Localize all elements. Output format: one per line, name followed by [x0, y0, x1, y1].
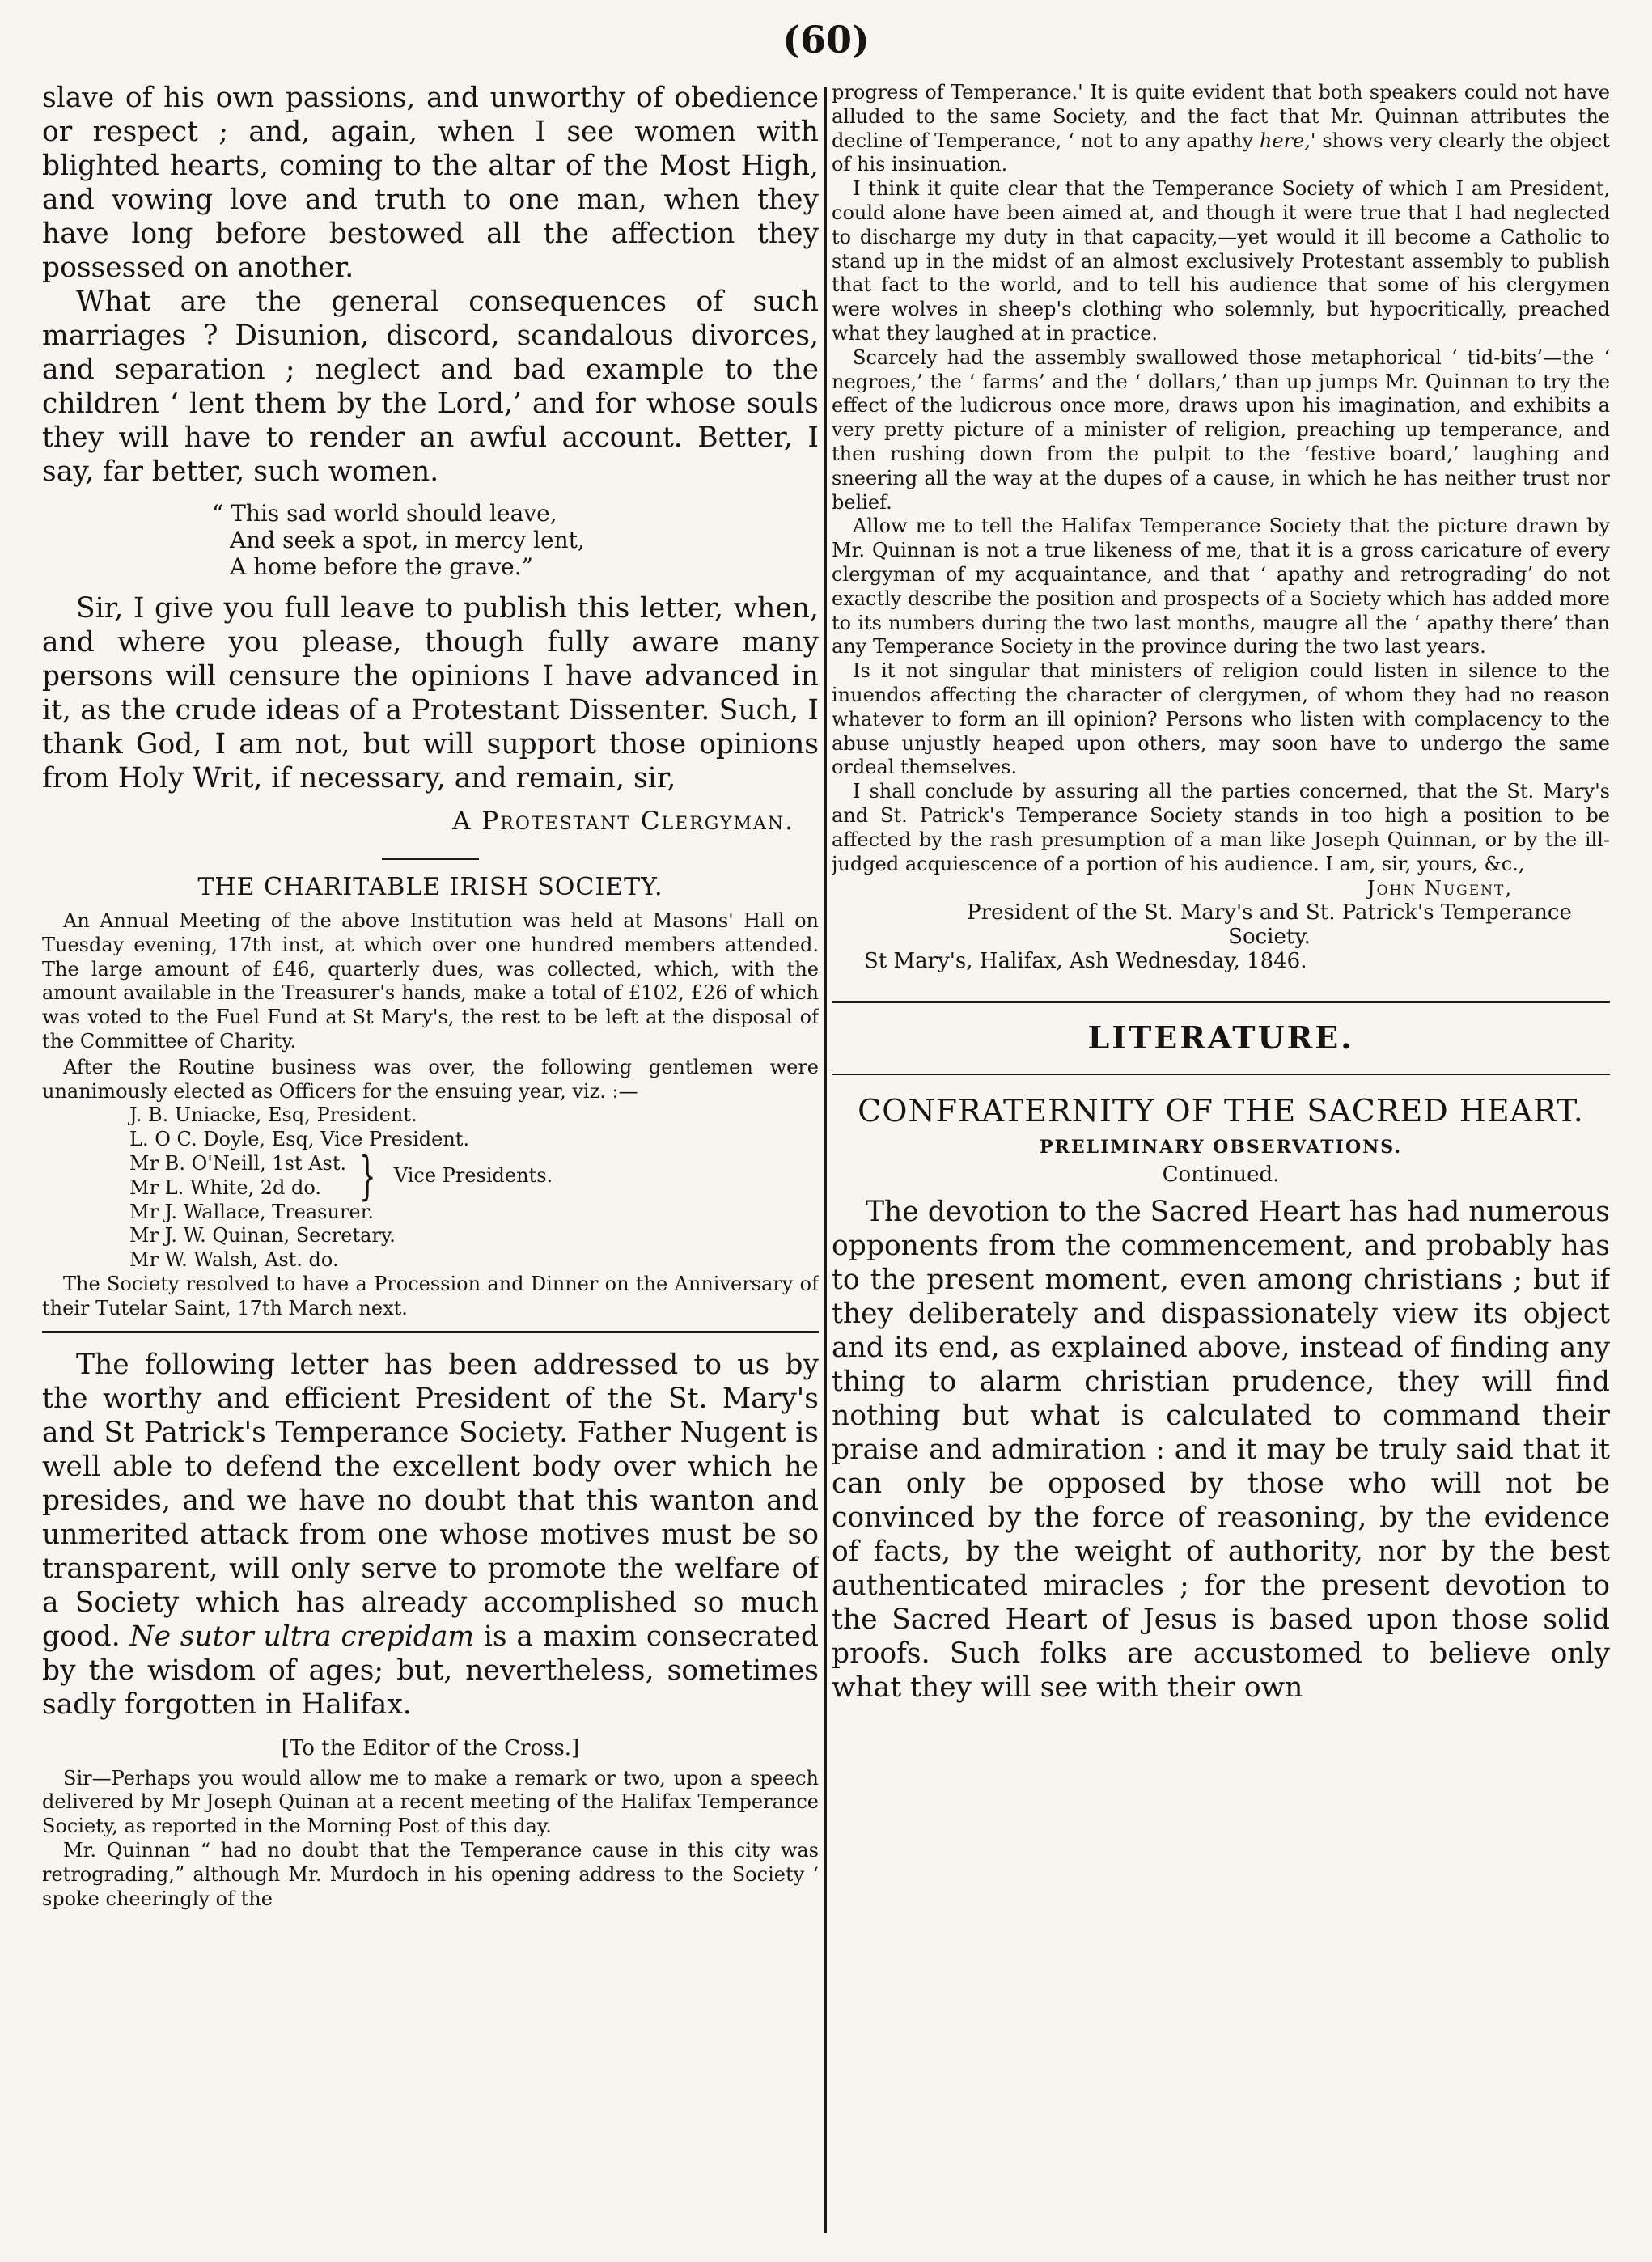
- society-heading: THE CHARITABLE IRISH SOCIETY.: [197, 873, 663, 901]
- letter-paragraph: Sir—Perhaps you would allow me to make a remark or two, upon a speech delivered by Mr Joseph Quinan at a recent meeting of the Halifax Temperance Society, as reported in the Morning Post of this day.: [42, 1766, 819, 1838]
- letter-paragraph: Scarcely had the assembly swallowed those metaphorical ‘ tid-bits’—the ‘ negroes,’ the ‘ farms’ and the ‘ dollars,’ than up jumps Mr. Quinnan to try the effect of the ludicrous once more, draws upon his imagination, and exhibits a very pretty picture of a minister of religion, preaching up temperance, and then rushing down from the pulpit to the ‘festive board,’ laughing and sneering all the way at the dupes of a cause, in which he has neither trust nor belief.: [832, 345, 1610, 514]
- letter-signature: A Protestant Clergyman.: [452, 807, 794, 836]
- officer-entry: Mr L. White, 2d do.: [129, 1175, 322, 1199]
- officer-entry: Mr W. Walsh, Ast. do.: [129, 1248, 339, 1272]
- letter-paragraph: I shall conclude by assuring all the parties concerned, that the St. Mary's and St. Patrick's Temperance Society stands in too high a position to be affected by the rash presumption of a man like Joseph Quinnan, or by the ill-judged acquiescence of a portion of his audience. I am, sir, yours, &c.,: [832, 780, 1610, 875]
- letter-paragraph: What are the general consequences of such marriages ? Disunion, discord, scandalous divorces, and separation ; neglect and bad example to the children ‘ lent them by the Lord,’ and for whose souls they will have to render an awful account. Better, I say, far better, such women.: [42, 286, 819, 488]
- signature-name: John Nugent,: [1366, 877, 1513, 900]
- section-divider: [832, 1001, 1610, 1003]
- section-divider: [832, 1074, 1610, 1075]
- society-closing: The Society resolved to have a Procession and Dinner on the Anniversary of their Tutelar Saint, 17th March next.: [42, 1272, 819, 1320]
- letter-paragraph: progress of Temperance.' It is quite evident that both speakers could not have alluded to the same Society, and the fact that Mr. Quinnan attributes the decline of Temperance, ‘ not to any apathy here,' shows very clearly the object of his insinuation.: [832, 81, 1610, 176]
- literature-heading: LITERATURE.: [1087, 1019, 1354, 1057]
- editorial-paragraph: The following letter has been addressed to us by the worthy and efficient President of the St. Mary's and St Patrick's Temperance Society. Father Nugent is well able to defend the excellent body over which he presides, and we have no doubt that this wanton and unmerited attack from one whose motives must be so transparent, will only serve to promote the welfare of a Society which has already accomplished so much good. Ne sutor ultra crepidam is a maxim consecrated by the wisdom of ages; but, nevertheless, sometimes sadly forgotten in Halifax.: [42, 1348, 819, 1721]
- section-divider: [382, 858, 479, 860]
- left-column: [42, 81, 819, 2230]
- letter-paragraph: Allow me to tell the Halifax Temperance Society that the picture drawn by Mr. Quinnan is not a true likeness of me, that it is a gross caricature of every clergyman of my acquaintance, and that ‘ apathy and retrograding’ do not exactly describe the position and prospects of a Society which has added more to its numbers during the two last months, maugre all the ‘ apathy there’ than any Temperance Society in the province during the two last years.: [832, 515, 1610, 659]
- verse-quote: [212, 500, 819, 580]
- officer-entry: Mr J. Wallace, Treasurer.: [129, 1200, 375, 1223]
- officer-entry: J. B. Uniacke, Esq, President.: [129, 1103, 417, 1127]
- letter-closing: Sir, I give you full leave to publish this letter, when, and where you please, though fully aware many persons will censure the opinions I have advanced in it, as the crude ideas of a Protestant Dissenter. Such, I thank God, I am not, but will support those opinions from Holy Writ, if necessary, and remain, sir,: [42, 592, 819, 794]
- letter-paragraph: slave of his own passions, and unworthy of obedience or respect ; and, again, when I see women with blighted hearts, coming to the altar of the Most High, and vowing love and truth to one man, when they have long before bestowed all the affection they possessed on another.: [42, 82, 819, 284]
- society-paragraph: An Annual Meeting of the above Institution was held at Masons' Hall on Tuesday evening, 17th inst, at which over one hundred members attended. The large amount of £46, quarterly dues, was collected, which, with the amount available in the Treasurer's hands, make a total of £102, £26 of which was voted to the Fuel Fund at St Mary's, the rest to be left at the disposal of the Committee of Charity.: [42, 909, 819, 1053]
- right-column: [832, 81, 1610, 2230]
- signature-title: President of the St. Mary's and St. Patrick's Temperance Society.: [967, 900, 1572, 950]
- signature-place-date: St Mary's, Halifax, Ash Wednesday, 1846.: [864, 949, 1307, 974]
- vice-presidents-group: [129, 1146, 819, 1206]
- vice-presidents-label: Vice Presidents.: [393, 1163, 553, 1187]
- letter-paragraph: I think it quite clear that the Temperance Society of which I am President, could alone have been aimed at, and though it were true that I had neglected to discharge my duty in that capacity,—yet would it ill become a Catholic to stand up in the midst of an almost exclusively Protestant assembly to publish that fact to the world, and to tell his audience that some of his clergymen were wolves in sheep's clothing who solemnly, but hypocritically, preached what they laughed at in practice.: [832, 177, 1610, 345]
- verse-line: “ This sad world should leave,: [212, 500, 557, 527]
- to-editor-line: [To the Editor of the Cross.]: [281, 1735, 580, 1760]
- verse-line: A home before the grave.”: [230, 553, 533, 580]
- officer-entry: Mr B. O'Neill, 1st Ast.: [129, 1151, 347, 1175]
- letter-paragraph: Is it not singular that ministers of religion could listen in silence to the inuendos affecting the character of clergymen, of whom they had no reason whatever to form an ill opinion? Persons who listen with complacency to the abuse unjustly heaped upon others, may soon have to undergo the same ordeal themselves.: [832, 659, 1610, 779]
- article-title: CONFRATERNITY OF THE SACRED HEART.: [858, 1093, 1584, 1129]
- officers-list: [129, 1103, 819, 1273]
- section-divider: [42, 1331, 819, 1333]
- officer-entry: L. O C. Doyle, Esq, Vice President.: [129, 1128, 470, 1151]
- article-subtitle: PRELIMINARY OBSERVATIONS.: [1040, 1137, 1402, 1159]
- article-paragraph: The devotion to the Sacred Heart has had numerous opponents from the commencement, and probably has to the present moment, even among christians ; but if they deliberately and dispassionately view its object and its end, as explained above, instead of finding any thing to alarm christian prudence, they will find nothing but what is calculated to command their praise and admiration : and it may be truly said that it can only be opposed by those who will not be convinced by the force of reasoning, by the evidence of facts, by the weight of authority, nor by the best authenticated miracles ; for the present devotion to the Sacred Heart of Jesus is based upon those solid proofs. Such folks are accustomed to believe only what they will see with their own: [832, 1196, 1610, 1705]
- continued-note: Continued.: [1162, 1163, 1280, 1188]
- brace-icon: }: [359, 1146, 376, 1206]
- page-number: (60): [782, 18, 870, 61]
- verse-line: And seek a spot, in mercy lent,: [230, 527, 585, 553]
- column-divider: [824, 87, 827, 2233]
- officers-intro: After the Routine business was over, the following gentlemen were unanimously elected as Officers for the ensuing year, viz. :—: [42, 1055, 819, 1103]
- officer-entry: Mr J. W. Quinan, Secretary.: [129, 1224, 396, 1247]
- letter-paragraph: Mr. Quinnan “ had no doubt that the Temperance cause in this city was retrograding,” although Mr. Murdoch in his opening address to the Society ‘ spoke cheeringly of the: [42, 1838, 819, 1910]
